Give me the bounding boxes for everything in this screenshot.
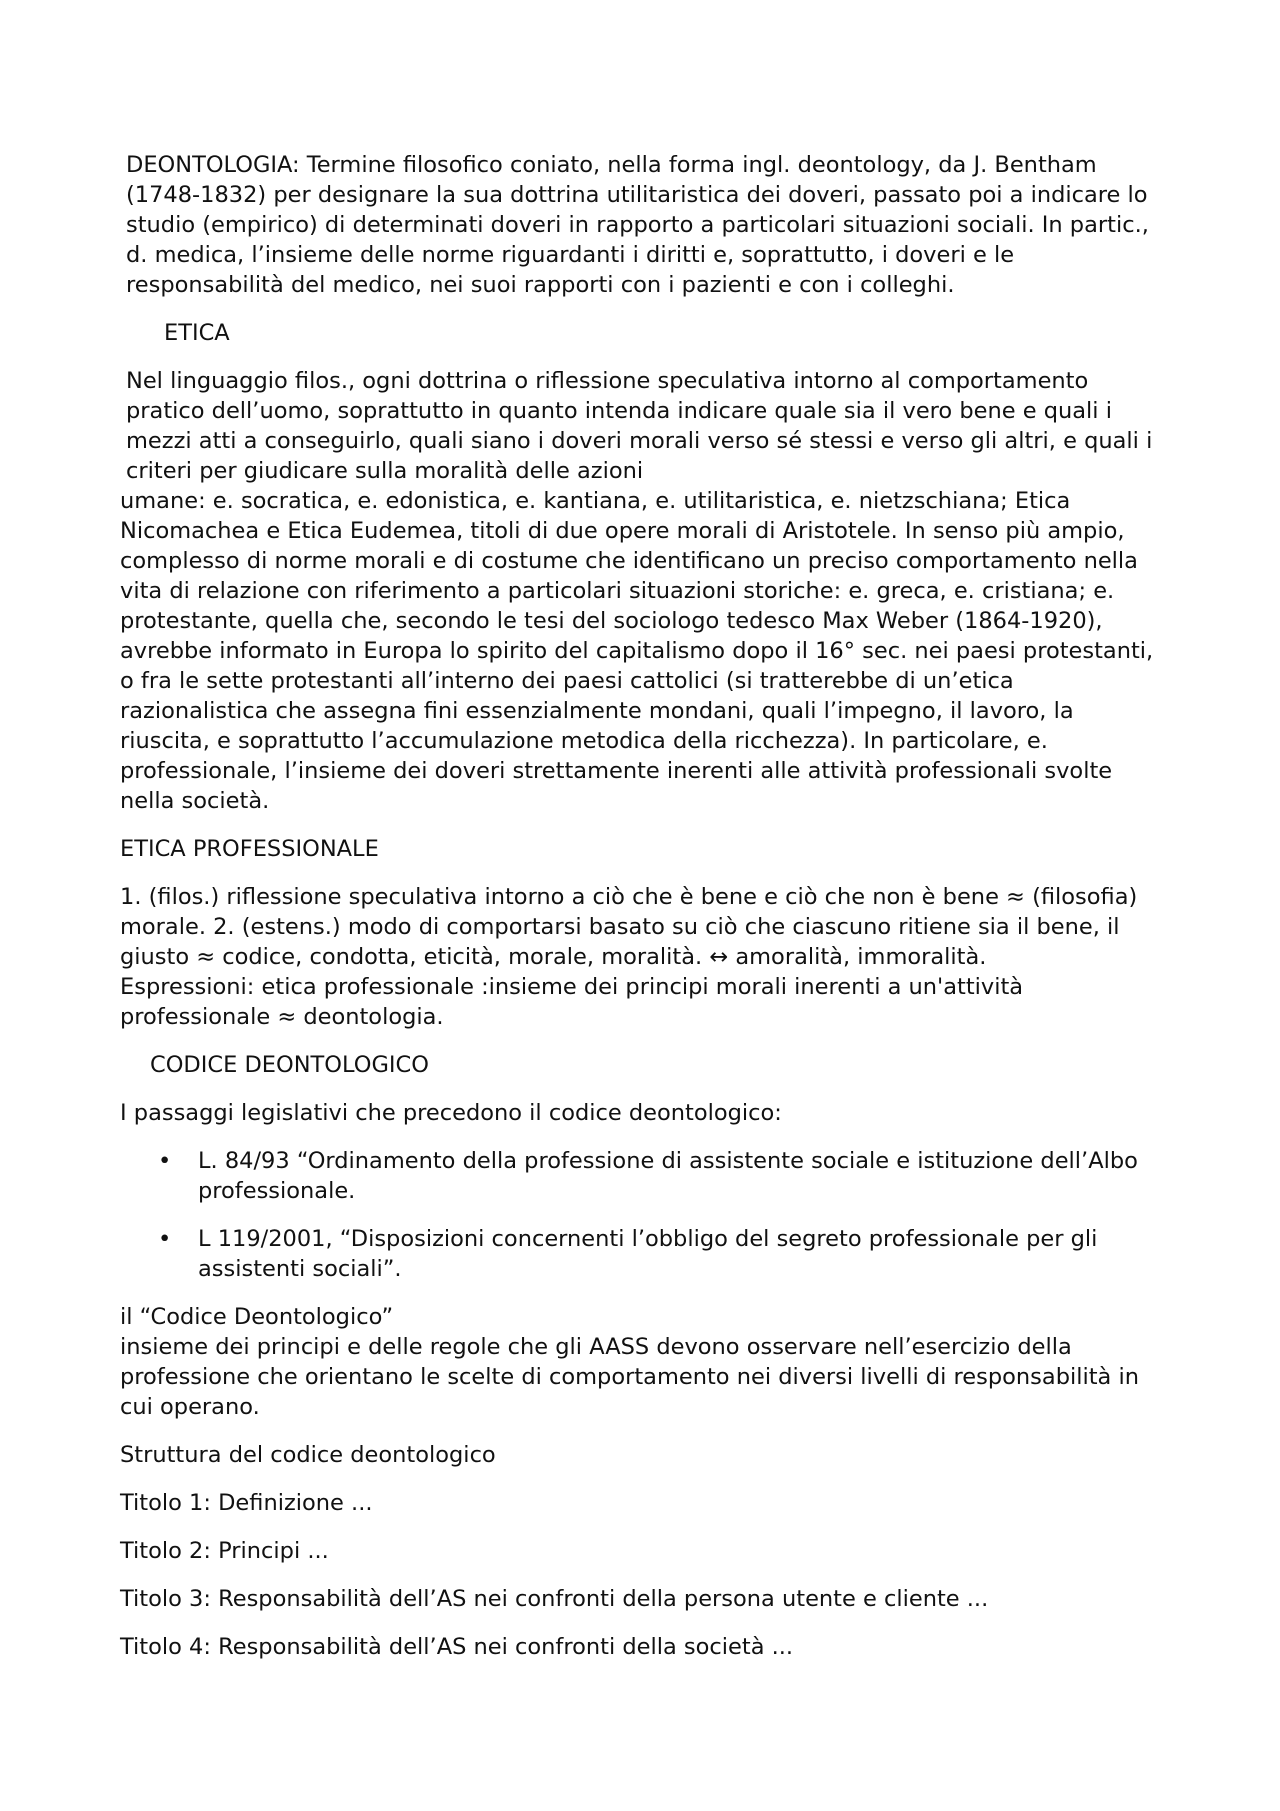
law-text: L. 84/93 “Ordinamento della professione di assistente sociale e istituzione dell’Albo professionale. — [198, 1148, 1138, 1204]
bullet-icon: • — [158, 1226, 172, 1252]
struttura-title-4: Titolo 4: Responsabilità dell’AS nei confronti della società ... — [120, 1634, 794, 1660]
list-item — [120, 1224, 1165, 1284]
etica-professionale-expressions: Espressioni: etica professionale :insieme dei principi morali inerenti a un'attività professionale ≈ deontologia. — [120, 974, 1031, 1030]
etica-professionale-heading: ETICA PROFESSIONALE — [120, 836, 379, 862]
codice-definition: insieme dei principi e delle regole che gli AASS devono osservare nell’esercizio della professione che orientano le scelte di comportamento nei diversi livelli di responsabilità in cui operano. — [120, 1334, 1147, 1420]
list-item — [120, 1146, 1165, 1206]
law-text: L 119/2001, “Disposizioni concernenti l’obbligo del segreto professionale per gli assistenti sociali”. — [198, 1226, 1098, 1282]
document-page — [120, 150, 1165, 1680]
etica-paragraph-2: umane: e. socratica, e. edonistica, e. kantiana, e. utilitaristica, e. nietzschiana; Etica Nicomachea e Etica Eudemea, titoli di due opere morali di Aristotele. In senso più ampio, complesso di norme morali e di costume che identificano un preciso comportamento nella vita di relazione con riferimento a particolari situazioni storiche: e. greca, e. cristiana; e. protestante, quella che, secondo le tesi del sociologo tedesco Max Weber (1864-1920), avrebbe informato in Europa lo spirito del capitalismo dopo il 16° sec. nei paesi protestanti, o fra le sette protestanti all’interno dei paesi cattolici (si tratterebbe di un’etica razionalistica che assegna fini essenzialmente mondani, quali l’impegno, il lavoro, la riuscita, e soprattutto l’accumulazione metodica della ricchezza). In particolare, e. professionale, l’insieme dei doveri strettamente inerenti alle attività professionali svolte nella società. — [120, 488, 1161, 814]
deontologia-paragraph: DEONTOLOGIA: Termine filosofico coniato, nella forma ingl. deontology, da J. Bentham (1748-1832) per designare la sua dottrina utilitaristica dei doveri, passato poi a indicare lo studio (empirico) di determinati doveri in rapporto a particolari situazioni sociali. In partic., d. medica, l’insieme delle norme riguardanti i diritti e, soprattutto, i doveri e le responsabilità del medico, nei suoi rapporti con i pazienti e con i colleghi. — [126, 152, 1157, 298]
struttura-title-3: Titolo 3: Responsabilità dell’AS nei confronti della persona utente e cliente ... — [120, 1586, 989, 1612]
struttura-title-2: Titolo 2: Principi ... — [120, 1538, 329, 1564]
etica-paragraph-1: Nel linguaggio filos., ogni dottrina o riflessione speculativa intorno al comportamento pratico dell’uomo, soprattutto in quanto intenda indicare quale sia il vero bene e quali i mezzi atti a conseguirlo, quali siano i doveri morali verso sé stessi e verso gli altri, e quali i criteri per giudicare sulla moralità delle azioni — [126, 368, 1160, 484]
codice-intro: I passaggi legislativi che precedono il codice deontologico: — [120, 1100, 782, 1126]
codice-label: il “Codice Deontologico” — [120, 1304, 394, 1330]
struttura-heading: Struttura del codice deontologico — [120, 1442, 496, 1468]
etica-professionale-definition: 1. (filos.) riflessione speculativa intorno a ciò che è bene e ciò che non è bene ≈ (filosofia) morale. 2. (estens.) modo di comportarsi basato su ciò che ciascuno ritiene sia il bene, il giusto ≈ codice, condotta, eticità, morale, moralità. ↔ amoralità, immoralità. — [120, 884, 1145, 970]
struttura-title-1: Titolo 1: Definizione ... — [120, 1490, 373, 1516]
bullet-icon: • — [158, 1148, 172, 1174]
laws-list — [120, 1146, 1165, 1284]
etica-heading: ETICA — [164, 320, 230, 346]
codice-deontologico-heading: CODICE DEONTOLOGICO — [150, 1052, 429, 1078]
